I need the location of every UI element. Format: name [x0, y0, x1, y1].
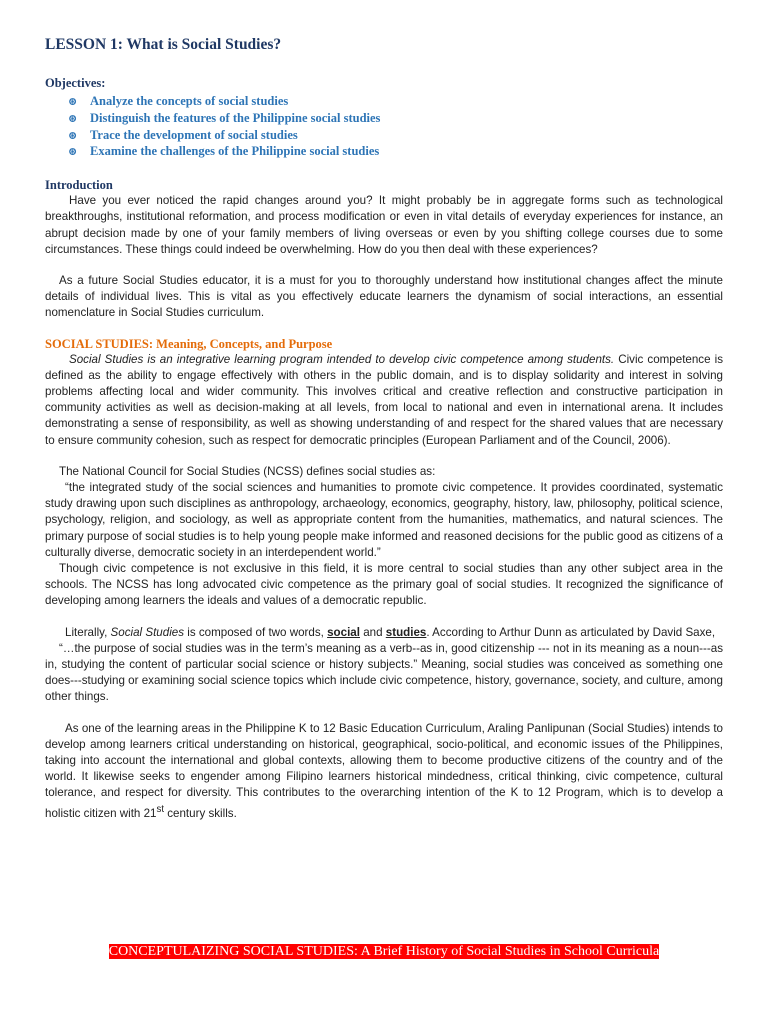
objective-item: ⊛ Trace the development of social studies [68, 128, 723, 145]
ncss-intro: The National Council for Social Studies (NCSS) defines social studies as: [59, 464, 436, 478]
circled-star-bullet-icon: ⊛ [68, 129, 78, 142]
definition-italic: Social Studies is an integrative learning program intended to develop civic competence among students. [69, 352, 615, 366]
literally-paragraph: Literally, Social Studies is composed of two words, social and studies. According to Arthur Dunn as articulated by David Saxe, [65, 625, 716, 639]
definition-rest: Civic competence is defined as the ability to engage effectively with others in the public domain, and is to display solidarity and interest in solving problems affecting local and wider community. This involves critical and creative reflection and constructive participation in community activities as well as decision-making at all levels, from local to national and even in international arena. It includes demonstrating a sense of responsibility, as well as showing understanding of and respect for the shared values that are necessary to ensure community cohesion, such as respect for democratic principles (European Parliament and of the Council, 2006). [45, 352, 723, 447]
intro-paragraph-2: As a future Social Studies educator, it is a must for you to thoroughly understand how institutional changes affect the minute details of individual lives. This is vital as you effectively educate learners the dynamism of social interactions, an essential nomenclature in Social Studies curriculum. [45, 274, 723, 320]
civic-paragraph: Though civic competence is not exclusive in this field, it is more central to social studies than any other subject area in the schools. The NCSS has long advocated civic competence as the primary goal of social studies. It recognized the significance of developing among learners the ideals and values of a democratic republic. [45, 562, 723, 608]
word-social: social [327, 625, 360, 639]
objective-item: ⊛ Analyze the concepts of social studies [68, 94, 723, 111]
social-studies-term: Social Studies [110, 625, 185, 639]
objective-item: ⊛ Examine the challenges of the Philippine social studies [68, 144, 723, 161]
dunn-quote: “…the purpose of social studies was in the term’s meaning as a verb--as in, good citizenship --- not in its meaning as a noun---as in, studying the content of particular social science or history subjects.” Meaning, social studies was conceived as something one does---studying or examining social science topics which include civic competence, history, governance, society, and culture, among other things. [45, 641, 723, 704]
circled-star-bullet-icon: ⊛ [68, 96, 78, 108]
circled-star-bullet-icon: ⊛ [68, 112, 78, 125]
word-studies: studies [385, 625, 427, 639]
meaning-heading: SOCIAL STUDIES: Meaning, Concepts, and Purpose [45, 336, 333, 351]
circled-star-bullet-icon: ⊛ [68, 146, 78, 159]
objective-item: ⊛ Distinguish the features of the Philippine social studies [68, 111, 723, 128]
definition-paragraph [45, 352, 723, 449]
objectives-heading: Objectives: [45, 76, 106, 90]
superscript-st: st [156, 803, 164, 815]
introduction-heading: Introduction [45, 178, 113, 193]
objectives-list [45, 94, 723, 161]
ncss-quote: “the integrated study of the social sciences and humanities to promote civic competence. It provides coordinated, systematic study drawing upon such disciplines as anthropology, archaeology, economics, geography, history, law, philosophy, political science, psychology, religion, and sociology, as well as appropriate content from the humanities, mathematics, and natural sciences. The primary purpose of social studies is to help young people make informed and reasoned decisions for the public good as citizens of a culturally diverse, democratic society in an interdependent world.” [45, 481, 723, 559]
banner-text: CONCEPTULAIZING SOCIAL STUDIES: A Brief History of Social Studies in School Curricula [108, 944, 660, 959]
intro-paragraph-1: Have you ever noticed the rapid changes around you? It might probably be in aggregate forms such as technological breakthroughs, institutional reformation, and process modification or even in vital details of everyday experiences for instance, an abrupt decision made by one of your family members of living overseas or even by you shifting college courses due to some circumstances. These things could indeed be overwhelming. How do you then deal with these experiences? [45, 194, 723, 256]
araling-panlipunan-paragraph: As one of the learning areas in the Philippine K to 12 Basic Education Curriculum, Araling Panlipunan (Social Studies) intends to develop among learners critical understanding on historical, geographical, socio-political, and economic issues of the Philippines, taking into account the international and global contexts, allowing them to become productive citizens of the country and of the world. It likewise seeks to engender among Filipino learners historical mindedness, critical thinking, civic competence, cultural tolerance, and respect for diversity. This contributes to the overarching intention of the K to 12 Program, which is to develop a holistic citizen with 21st century skills. [45, 721, 723, 820]
lesson-title: LESSON 1: What is Social Studies? [45, 36, 282, 53]
section-banner [70, 942, 698, 962]
